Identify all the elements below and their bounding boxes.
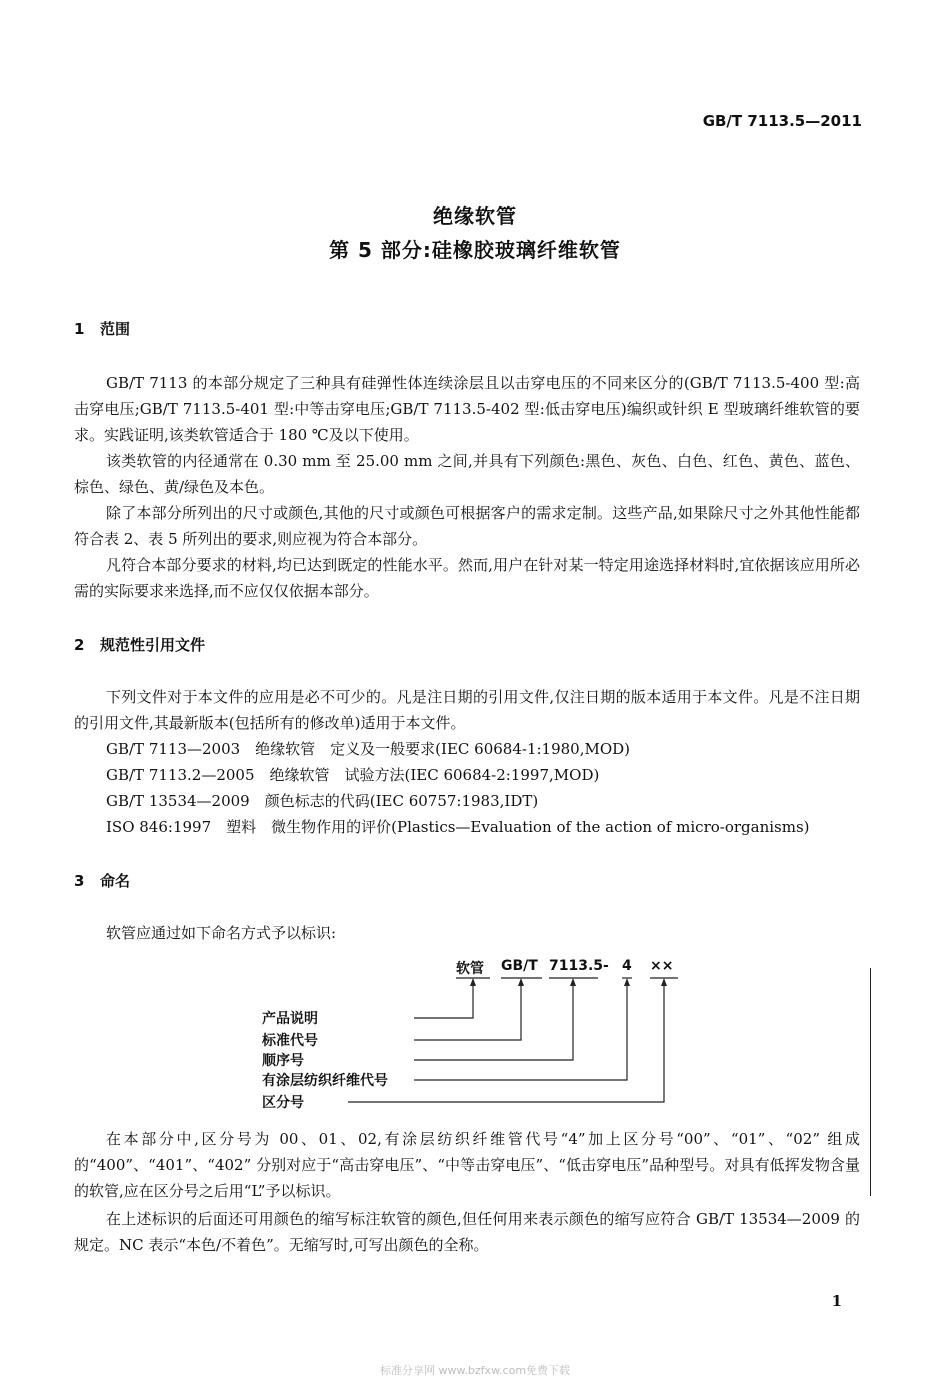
code-part-class: ×× bbox=[650, 958, 674, 974]
section-number: 1 bbox=[74, 320, 85, 338]
section-title: 规范性引用文件 bbox=[100, 636, 206, 654]
document-subtitle: 第 5 部分:硅橡胶玻璃纤维软管 bbox=[329, 238, 621, 262]
paragraph: 该类软管的内径通常在 0.30 mm 至 25.00 mm 之间,并具有下列颜色:黑色、灰色、白色、红色、黄色、蓝色、棕色、绿色、黄/绿色及本色。 bbox=[74, 452, 860, 496]
paragraph: 除了本部分所列出的尺寸或颜色,其他的尺寸或颜色可根据客户的需求定制。这些产品,如果除尺寸之外其他性能都符合表 2、表 5 所列出的要求,则应视为符合本部分。 bbox=[74, 504, 860, 548]
page-number: 1 bbox=[831, 1292, 842, 1310]
standard-code: GB/T 7113.5—2011 bbox=[702, 112, 862, 130]
section-number: 2 bbox=[74, 636, 85, 654]
paragraph: 凡符合本部分要求的材料,均已达到既定的性能水平。然而,用户在针对某一特定用途选择材料时,宜依据该应用所必需的实际要求来选择,而不应仅仅依据本部分。 bbox=[74, 556, 860, 600]
paragraph: 在上述标识的后面还可用颜色的缩写标注软管的颜色,但任何用来表示颜色的缩写应符合 GB/T 13534—2009 的规定。NC 表示“本色/不着色”。无缩写时,可写出颜色的全称。 bbox=[74, 1210, 860, 1254]
reference-item: GB/T 13534—2009 颜色标志的代码(IEC 60757:1983,IDT) bbox=[106, 792, 539, 810]
document-title: 绝缘软管 bbox=[433, 204, 517, 228]
diagram-label-sequence: 顺序号 bbox=[262, 1053, 304, 1069]
watermark: 标准分享网 www.bzfxw.com免费下载 bbox=[379, 1364, 571, 1377]
diagram-label-product: 产品说明 bbox=[262, 1011, 318, 1027]
reference-item: ISO 846:1997 塑料 微生物作用的评价(Plastics—Evaluation of the action of micro-organisms) bbox=[106, 818, 810, 836]
diagram-label-fiber: 有涂层纺织纤维代号 bbox=[262, 1073, 388, 1089]
reference-item: GB/T 7113.2—2005 绝缘软管 试验方法(IEC 60684-2:1997,MOD) bbox=[106, 766, 600, 784]
paragraph: 在本部分中,区分号为 00、01、02,有涂层纺织纤维管代号“4”加上区分号“00”、“01”、“02” 组成的“400”、“401”、“402” 分别对应于“高击穿电压”、“中等击穿电压”、“低击穿电压”品种型号。对具有低挥发物含量的软管,应在区分号之后用“L”予以标识。 bbox=[74, 1130, 860, 1200]
reference-item: GB/T 7113—2003 绝缘软管 定义及一般要求(IEC 60684-1:1980,MOD) bbox=[106, 740, 631, 758]
code-part-sequence: 7113.5 bbox=[549, 958, 604, 974]
section-1-heading bbox=[74, 318, 130, 339]
paragraph: GB/T 7113 的本部分规定了三种具有硅弹性体连续涂层且以击穿电压的不同来区分的(GB/T 7113.5-400 型:高击穿电压;GB/T 7113.5-401 型:中等击穿电压;GB/T 7113.5-402 型:低击穿电压)编织或针织 E 型玻璃纤维软管的要求。实践证明,该类软管适合于 180 ℃及以下使用。 bbox=[74, 374, 860, 444]
paragraph: 下列文件对于本文件的应用是必不可少的。凡是注日期的引用文件,仅注日期的版本适用于本文件。凡是不注日期的引用文件,其最新版本(包括所有的修改单)适用于本文件。 bbox=[74, 688, 860, 732]
diagram-label-class: 区分号 bbox=[262, 1095, 304, 1111]
code-part-fiber: 4 bbox=[622, 958, 632, 974]
section-2-heading bbox=[74, 634, 205, 655]
section-title: 命名 bbox=[100, 872, 131, 890]
section-number: 3 bbox=[74, 872, 85, 890]
code-part-product: 软管 bbox=[456, 961, 484, 977]
paragraph: 软管应通过如下命名方式予以标识: bbox=[106, 924, 337, 942]
diagram-label-standard: 标准代号 bbox=[262, 1033, 318, 1049]
code-part-standard: GB/T bbox=[501, 958, 538, 974]
code-part-dash: - bbox=[603, 958, 609, 974]
change-bar bbox=[870, 968, 871, 1196]
section-3-heading bbox=[74, 870, 130, 891]
section-title: 范围 bbox=[100, 320, 131, 338]
